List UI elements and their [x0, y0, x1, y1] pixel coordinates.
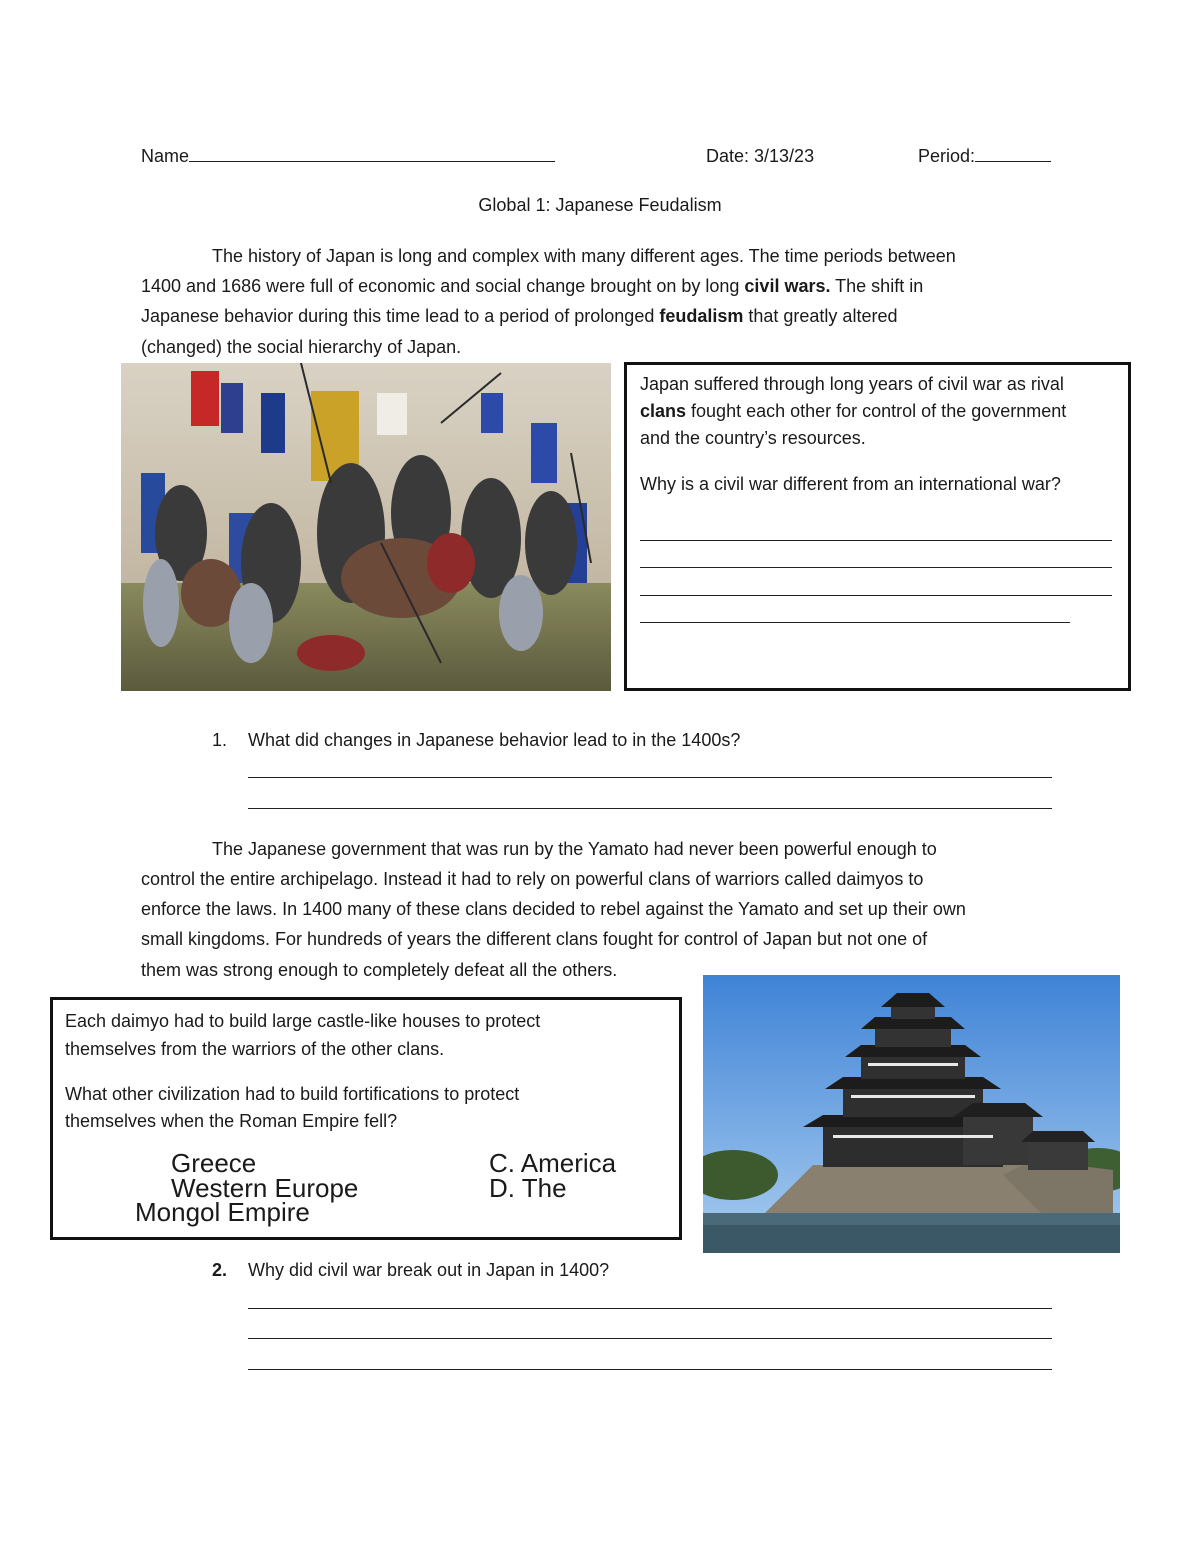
q1-text: What did changes in Japanese behavior lead to in the 1400s? — [248, 730, 741, 750]
box2-line-2: themselves from the warriors of the other clans. — [65, 1039, 445, 1059]
period-field[interactable] — [918, 141, 1051, 171]
q1-number: 1. — [212, 730, 228, 750]
option-b[interactable]: Western Europe — [171, 1173, 359, 1203]
box1-line-3: and the country’s resources. — [640, 428, 866, 448]
date-label: Date: 3/13/23 — [706, 146, 815, 166]
name-label: Name — [141, 146, 190, 166]
intro-line-1: The history of Japan is long and complex with many different ages. The time periods between — [212, 246, 956, 266]
option-a[interactable]: Greece — [171, 1148, 257, 1178]
japanese-castle-image — [703, 975, 1120, 1253]
box1-answer-line-1[interactable] — [640, 540, 1112, 541]
para2-line-4: small kingdoms. For hundreds of years the different clans fought for control of Japan but not one of — [141, 929, 928, 949]
box1-line-2: clans fought each other for control of the government — [640, 401, 1067, 421]
worksheet-title: Global 1: Japanese Feudalism — [478, 195, 722, 215]
samurai-battle-image — [121, 363, 611, 691]
period-blank[interactable] — [975, 143, 1051, 162]
para2-line-5: them was strong enough to completely defeat all the others. — [141, 960, 618, 980]
option-d-continued[interactable]: Mongol Empire — [135, 1197, 310, 1227]
para2-line-1: The Japanese government that was run by the Yamato had never been powerful enough to — [212, 839, 937, 859]
box1-answer-line-2[interactable] — [640, 567, 1112, 568]
q2-answer-line-3[interactable] — [248, 1369, 1052, 1370]
civil-wars-term: civil wars. — [744, 276, 831, 296]
intro-line-2: 1400 and 1686 were full of economic and social change brought on by long civil wars. The shift in — [141, 276, 924, 296]
intro-line-3: Japanese behavior during this time lead to a period of prolonged feudalism that greatly altered — [141, 306, 898, 326]
para2-line-2: control the entire archipelago. Instead it had to rely on powerful clans of warriors called daimyos to — [141, 869, 924, 889]
name-field[interactable] — [141, 141, 555, 171]
q1-answer-line-2[interactable] — [248, 808, 1052, 809]
feudalism-term: feudalism — [659, 306, 744, 326]
box2-question-line-2: themselves when the Roman Empire fell? — [65, 1111, 398, 1131]
name-blank[interactable] — [189, 143, 555, 162]
box1-line-1: Japan suffered through long years of civil war as rival — [640, 374, 1064, 394]
q1-answer-line-1[interactable] — [248, 777, 1052, 778]
q2-answer-line-2[interactable] — [248, 1338, 1052, 1339]
q2-text: Why did civil war break out in Japan in 1400? — [248, 1260, 610, 1280]
para2-line-3: enforce the laws. In 1400 many of these clans decided to rebel against the Yamato and set up their own — [141, 899, 966, 919]
clans-term: clans — [640, 401, 687, 421]
q2-answer-line-1[interactable] — [248, 1308, 1052, 1309]
option-c[interactable]: C. America — [489, 1148, 617, 1178]
intro-line-4: (changed) the social hierarchy of Japan. — [141, 337, 462, 357]
q2-number: 2. — [212, 1260, 228, 1280]
box2-line-1: Each daimyo had to build large castle-like houses to protect — [65, 1011, 541, 1031]
option-d[interactable]: D. The — [489, 1173, 567, 1203]
box1-question: Why is a civil war different from an international war? — [640, 474, 1061, 494]
period-label: Period: — [918, 146, 976, 166]
box1-answer-line-4[interactable] — [640, 622, 1070, 623]
box2-question-line-1: What other civilization had to build fortifications to protect — [65, 1084, 520, 1104]
box1-answer-line-3[interactable] — [640, 595, 1112, 596]
